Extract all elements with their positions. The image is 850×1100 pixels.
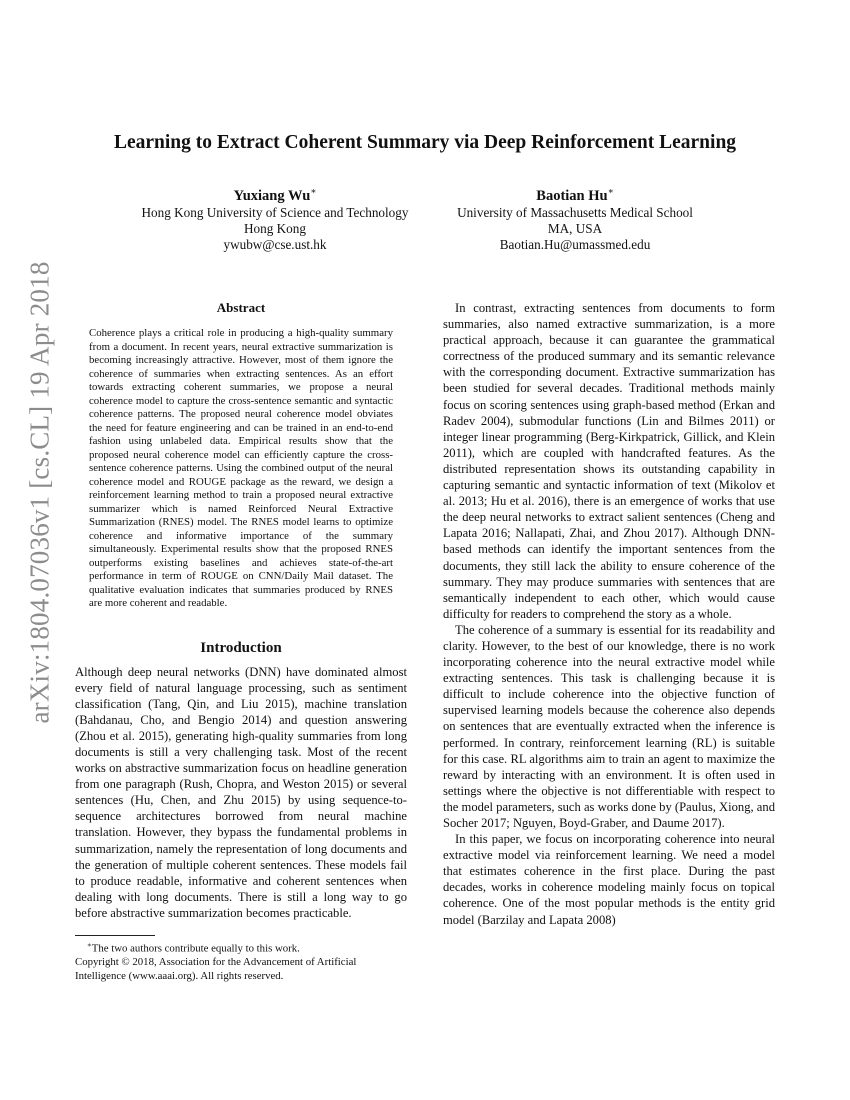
- introduction-paragraph-3: The coherence of a summary is essential for its readability and clarity. However, to the best of our knowledge, there is no work incorporating coherence into the neural extractive model while extracting sentences. This task is challenging because it is difficult to include coherence into the objective function of supervised learning models because the coherence also depends on sentences that are eventually extracted when the inference is performed. In contrary, reinforcement learning (RL) is suitable for this case. RL algorithms aim to train an agent to maximize the reward by interacting with an environment. It is often used in settings where the objective is not differentiable with respect to the model parameters, such as works done by (Paulus, Xiong, and Socher 2017; Nguyen, Boyd-Graber, and Daume 2017).: [443, 622, 775, 830]
- footnotes: [75, 935, 407, 983]
- author-mark: ∗: [310, 186, 317, 196]
- author-mark: ∗: [607, 186, 614, 196]
- arxiv-identifier: arXiv:1804.07036v1 [cs.CL] 19 Apr 2018: [24, 260, 55, 724]
- author-location: Hong Kong: [244, 220, 306, 236]
- abstract-section: [75, 300, 407, 611]
- equal-contribution-footnote: [75, 939, 407, 956]
- abstract-text: Coherence plays a critical role in producing a high-quality summary from a document. In recent years, neural extractive summarization is becoming increasingly attractive. However, most of them ignore the coherence of summaries when extracting sentences. As an effort towards extracting coherent summaries, we propose a neural coherence model to capture the cross-sentence semantic and syntactic coherence patterns. The proposed neural coherence model obviates the need for feature engineering and can be trained in an end-to-end fashion using unlabeled data. Empirical results show that the proposed neural coherence model can efficiently capture the cross-sentence coherence patterns. Using the combined output of the neural coherence model and ROUGE package as the reward, we design a reinforcement learning method to train a proposed neural extractive summarizer which is named Reinforced Neural Extractive Summarization (RNES) model. The RNES model learns to optimize coherence and informative importance of the summary simultaneously. Experimental results show that the proposed RNES outperforms existing baselines and achieves state-of-the-art performance in term of ROUGE on CNN/Daily Mail dataset. The qualitative evaluation indicates that summaries produced by RNES are more coherent and readable.: [89, 327, 393, 609]
- abstract-heading: Abstract: [216, 300, 266, 315]
- author-email[interactable]: ywubw@cse.ust.hk: [223, 236, 327, 252]
- author-name-wrapper: [435, 183, 715, 204]
- introduction-paragraph-1: Although deep neural networks (DNN) have dominated almost every field of natural language processing, such as sentiment classification (Tang, Qin, and Liu 2015), machine translation (Bahdanau, Cho, and Bengio 2014) and question answering (Zhou et al. 2015), generating high-quality summaries from long documents is still a very challenging task. Most of the recent works on abstractive summarization focus on headline generation from one paragraph (Rush, Chopra, and Weston 2015) or several sentences (Hu, Chen, and Zhu 2015) by using sequence-to-sequence architectures borrowed from neural machine translation. However, they bypass the fundamental problems in summarization, namely the representation of long documents and the generation of multiple coherent sentences. These models fail to produce readable, informative and coherent sentences when dealing with long documents. There is still a long way to go before abstractive summarization becomes practicable.: [75, 664, 407, 920]
- right-column: [443, 300, 775, 928]
- introduction-paragraph-2: In contrast, extracting sentences from documents to form summaries, also named extractive summarization, is a more practical approach, because it can guarantee the grammatical correctness of the produced summary and its semantic relevance with the corresponding document. Extractive summarization has been studied for several decades. Traditional methods mainly focus on scoring sentences using graph-based method (Erkan and Radev 2004), submodular functions (Lin and Bilmes 2011) or integer linear programming (Berg-Kirkpatrick, Gillick, and Klein 2011), which are coupled with handcrafted features. As the distributed representation shows its outstanding capability in capturing semantic and syntactic information of text (Mikolov et al. 2013; Hu et al. 2016), there is an emergence of works that use the deep neural networks to extract salient sentences (Cheng and Lapata 2016; Nallapati, Zhai, and Zhou 2017). Although DNN-based methods can identify the important sentences from the documents, they still lack the ability to ensure coherence of the summary. They may produce summaries with sentences that are semantically independent to each other, which would cause difficulty for readers to comprehend the story as a whole.: [443, 301, 775, 621]
- footnote-mark: ∗: [87, 941, 92, 949]
- equal-contribution-text: The two authors contribute equally to this work.: [91, 942, 300, 955]
- introduction-paragraph-4: In this paper, we focus on incorporating coherence into neural extractive model via reinforcement learning. We need a model that estimates coherence in the first place. During the past decades, works in coherence modeling mainly focus on topical coherence. One of the most popular methods is the entity grid model (Barzilay and Lapata 2008): [443, 832, 775, 927]
- author-name: Yuxiang Wu: [233, 187, 311, 204]
- footnote-rule: [75, 935, 155, 936]
- paper-title: Learning to Extract Coherent Summary via Deep Reinforcement Learning: [113, 132, 737, 153]
- introduction-heading: Introduction: [200, 639, 282, 656]
- author-block-2: [435, 183, 715, 253]
- author-location: MA, USA: [547, 220, 603, 236]
- left-column: [75, 300, 407, 921]
- author-name-wrapper: [125, 183, 425, 204]
- author-affiliation: Hong Kong University of Science and Technology: [141, 204, 409, 220]
- author-affiliation: University of Massachusetts Medical School: [457, 204, 693, 220]
- copyright-notice: Copyright © 2018, Association for the Advancement of Artificial Intelligence (www.aaai.org). All rights reserved.: [75, 956, 357, 982]
- author-name: Baotian Hu: [536, 187, 608, 204]
- author-block-1: [125, 183, 425, 253]
- introduction-body-left: [75, 664, 407, 922]
- introduction-body-right: [443, 300, 775, 928]
- arxiv-identifier-stamp: [20, 260, 60, 724]
- author-email[interactable]: Baotian.Hu@umassmed.edu: [499, 236, 651, 252]
